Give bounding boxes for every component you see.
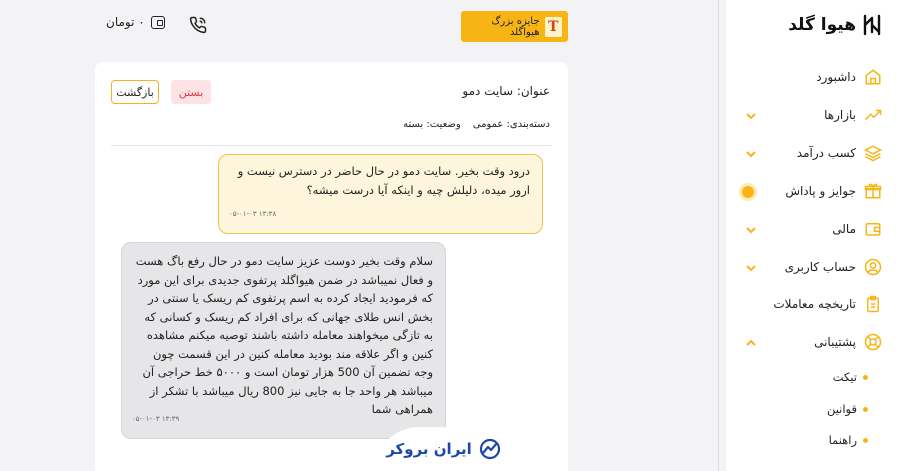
sidebar-item-label: تاریخچه معاملات <box>773 297 856 311</box>
wallet-icon <box>864 220 882 238</box>
close-ticket-button[interactable]: بستن <box>171 80 211 104</box>
wallet-icon <box>151 16 165 29</box>
gift-icon <box>864 182 882 200</box>
user-message <box>218 154 543 234</box>
sidebar <box>726 0 900 471</box>
sidebar-item-rewards[interactable] <box>785 182 882 200</box>
phone-icon[interactable] <box>189 16 207 34</box>
sidebar-item-finance[interactable] <box>832 220 882 238</box>
message-text: درود وقت بخیر. سایت دمو در حال حاضر در دسترس نیست و ارور میده، دلیلش چیه و اینکه آیا درست میشه؟ <box>237 164 530 197</box>
sidebar-item-account[interactable] <box>785 258 882 276</box>
home-icon <box>864 68 882 86</box>
ticket-meta <box>403 119 550 130</box>
chevron-down-icon[interactable] <box>745 262 757 274</box>
watermark-logo <box>375 427 513 471</box>
lifebuoy-icon <box>864 333 882 351</box>
sidebar-item-markets[interactable] <box>824 106 882 124</box>
chevron-down-icon[interactable] <box>745 148 757 160</box>
trend-icon <box>864 106 882 124</box>
layers-icon <box>864 144 882 162</box>
chevron-up-icon[interactable] <box>745 337 757 349</box>
prize-badge-icon: T <box>545 17 563 37</box>
chevron-down-icon[interactable] <box>745 224 757 236</box>
ticket-status: وضعیت: بسته <box>403 119 461 130</box>
sidebar-subitem-label: تیکت <box>832 370 857 384</box>
sidebar-subitem-label: قوانین <box>826 402 857 416</box>
watermark-text: ایران بروکر <box>386 440 472 458</box>
ticket-category: دسته‌بندی: عمومی <box>472 119 550 130</box>
sidebar-item-earn[interactable] <box>797 144 882 162</box>
sidebar-item-label: حساب کاربری <box>784 260 856 274</box>
brand-name: هیوا گلد <box>788 15 856 35</box>
sidebar-subitem-label: راهنما <box>828 433 857 447</box>
wallet-balance[interactable] <box>106 15 165 29</box>
bullet-dot <box>863 375 868 380</box>
message-time: ۰۵-۰۱-۰۳ ۱۳:۳۸ <box>229 209 277 218</box>
sidebar-item-dashboard[interactable] <box>816 68 882 86</box>
sidebar-divider <box>718 0 719 471</box>
back-button[interactable]: بازگشت <box>111 80 159 104</box>
prize-button-label: جایزه بزرگ هیواگلد <box>491 15 540 38</box>
ticket-title: عنوان: سایت دمو <box>462 84 550 98</box>
message-text: سلام وقت بخیر دوست عزیز سایت دمو در حال رفع باگ هست و فعال نمیباشد در ضمن هیواگلد پرتفوی جدیدی برای این مورد که فرمودید ایجاد کرده به اسم پرتفوی کم ریسک یا سنتی در بخش انس طلای جهانی که برای افراد کم ریسک و کسانی که به تازگی میخواهند معامله داشته باشند توصیه میکنم مشاهده کنین و اگر علاقه مند بودید معامله کنین در این قسمت چون وجه تضمین آن 500 هزار تومان است و ۵۰۰۰ خط حراجی آن میباشد هر واحد جا به جایی نیز 800 ریال میباشد با تشکر از همراهی شما <box>135 254 433 416</box>
sidebar-subitem-guide[interactable] <box>829 433 868 447</box>
sidebar-item-label: جوایز و پاداش <box>785 184 856 198</box>
balance-text: ۰ تومان <box>106 15 145 29</box>
bullet-dot <box>863 407 868 412</box>
ticket-card <box>95 62 568 471</box>
support-message <box>121 242 446 439</box>
sidebar-item-support[interactable] <box>814 333 882 351</box>
message-time: ۰۵-۰۱-۰۳ ۱۳:۳۹ <box>132 414 180 423</box>
brand-logo[interactable] <box>788 14 882 36</box>
grand-prize-button[interactable] <box>461 11 568 42</box>
user-icon <box>864 258 882 276</box>
sidebar-item-label: کسب درآمد <box>796 146 856 160</box>
sidebar-item-trade-history[interactable] <box>773 295 882 313</box>
top-bar <box>0 0 720 52</box>
sidebar-item-label: داشبورد <box>816 70 856 84</box>
divider <box>111 145 552 146</box>
sidebar-subitem-rules[interactable] <box>827 402 868 416</box>
sidebar-item-label: بازارها <box>824 108 856 122</box>
sidebar-item-label: مالی <box>832 222 856 236</box>
notification-dot <box>742 186 754 198</box>
sidebar-item-label: پشتیبانی <box>814 335 856 349</box>
bullet-dot <box>863 438 868 443</box>
chart-logo-icon <box>478 438 502 460</box>
brand-mark-icon <box>862 14 882 36</box>
clipboard-icon <box>864 295 882 313</box>
sidebar-subitem-ticket[interactable] <box>833 370 868 384</box>
chevron-down-icon[interactable] <box>745 110 757 122</box>
